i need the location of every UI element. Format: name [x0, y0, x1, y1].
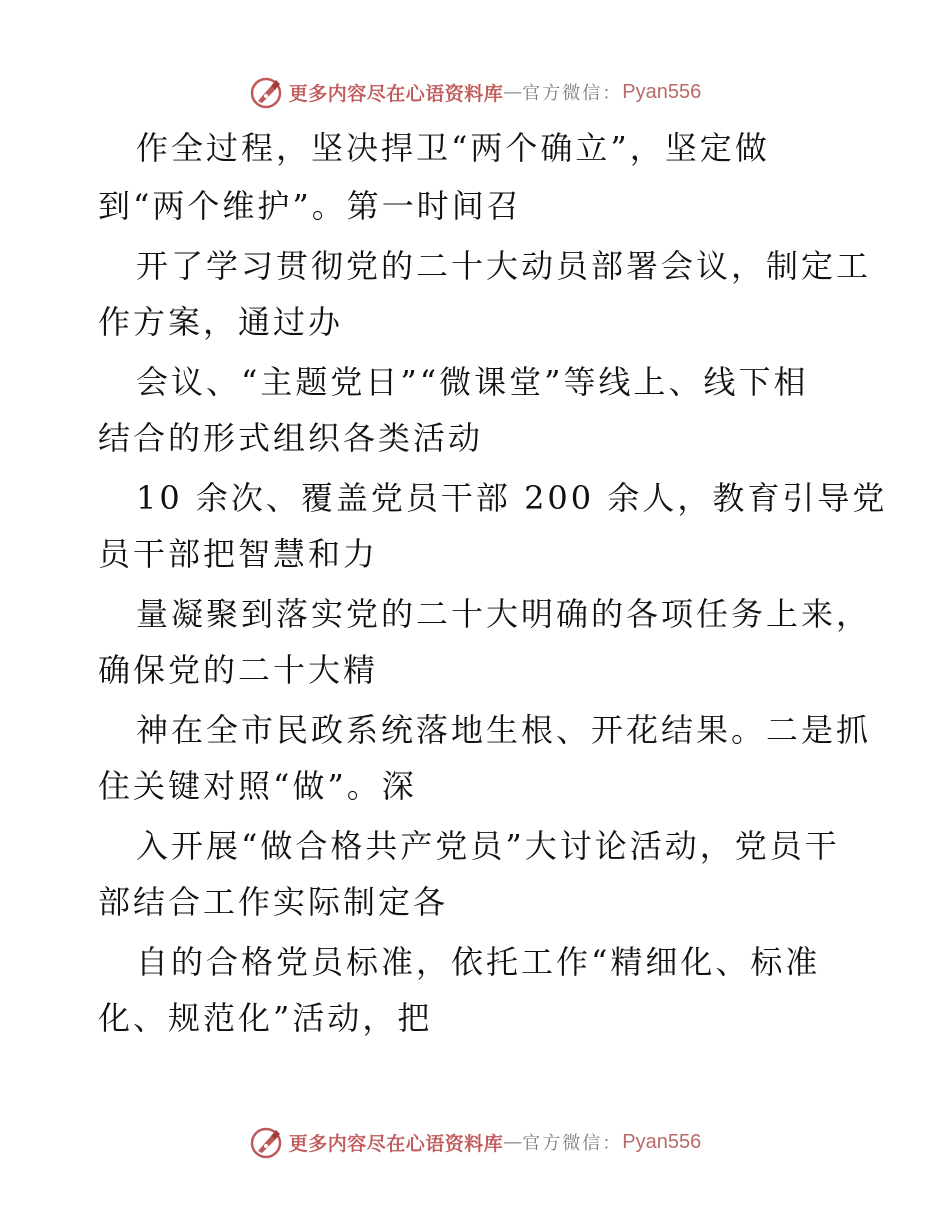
body-line: 确保党的二十大精: [98, 651, 379, 689]
watermark-wechat-label: 官方微信：: [522, 1133, 623, 1154]
watermark-header: [0, 72, 950, 112]
body-line: 住关键对照“做”。深: [98, 767, 417, 805]
watermark-footer: [0, 1122, 950, 1162]
watermark-main-text: 更多内容尽在心语资料库: [288, 1132, 504, 1155]
body-line: 开了学习贯彻党的二十大动员部署会议，制定工: [136, 247, 872, 285]
watermark-separator: —: [503, 81, 523, 103]
body-line: 自的合格党员标准，依托工作“精细化、标准: [136, 943, 821, 981]
watermark-main-text: 更多内容尽在心语资料库: [288, 82, 504, 105]
body-line: 会议、“主题党日”“微课堂”等线上、线下相: [136, 363, 809, 401]
body-line: 量凝聚到落实党的二十大明确的各项任务上来，: [136, 595, 872, 633]
pen-nib-logo-icon: [249, 74, 285, 110]
body-line: 到“两个维护”。第一时间召: [98, 187, 522, 225]
body-line: 10 余次、覆盖党员干部 200 余人，教育引导党: [136, 479, 888, 517]
watermark-separator: —: [503, 1131, 523, 1153]
body-line: 作方案，通过办: [98, 303, 344, 341]
body-line: 入开展“做合格共产党员”大讨论活动，党员干: [136, 827, 840, 865]
body-line: 神在全市民政系统落地生根、开花结果。二是抓: [136, 711, 872, 749]
body-line: 化、规范化”活动，把: [98, 999, 433, 1037]
body-line: 员干部把智慧和力: [98, 535, 379, 573]
watermark-wechat-label: 官方微信：: [522, 83, 623, 104]
watermark-wechat-id: Pyan556: [622, 80, 702, 103]
watermark-wechat-id: Pyan556: [622, 1130, 702, 1153]
body-line: 结合的形式组织各类活动: [98, 419, 484, 457]
pen-nib-logo-icon: [249, 1124, 285, 1160]
body-line: 部结合工作实际制定各: [98, 883, 449, 921]
body-line: 作全过程，坚决捍卫“两个确立”，坚定做: [136, 129, 770, 167]
